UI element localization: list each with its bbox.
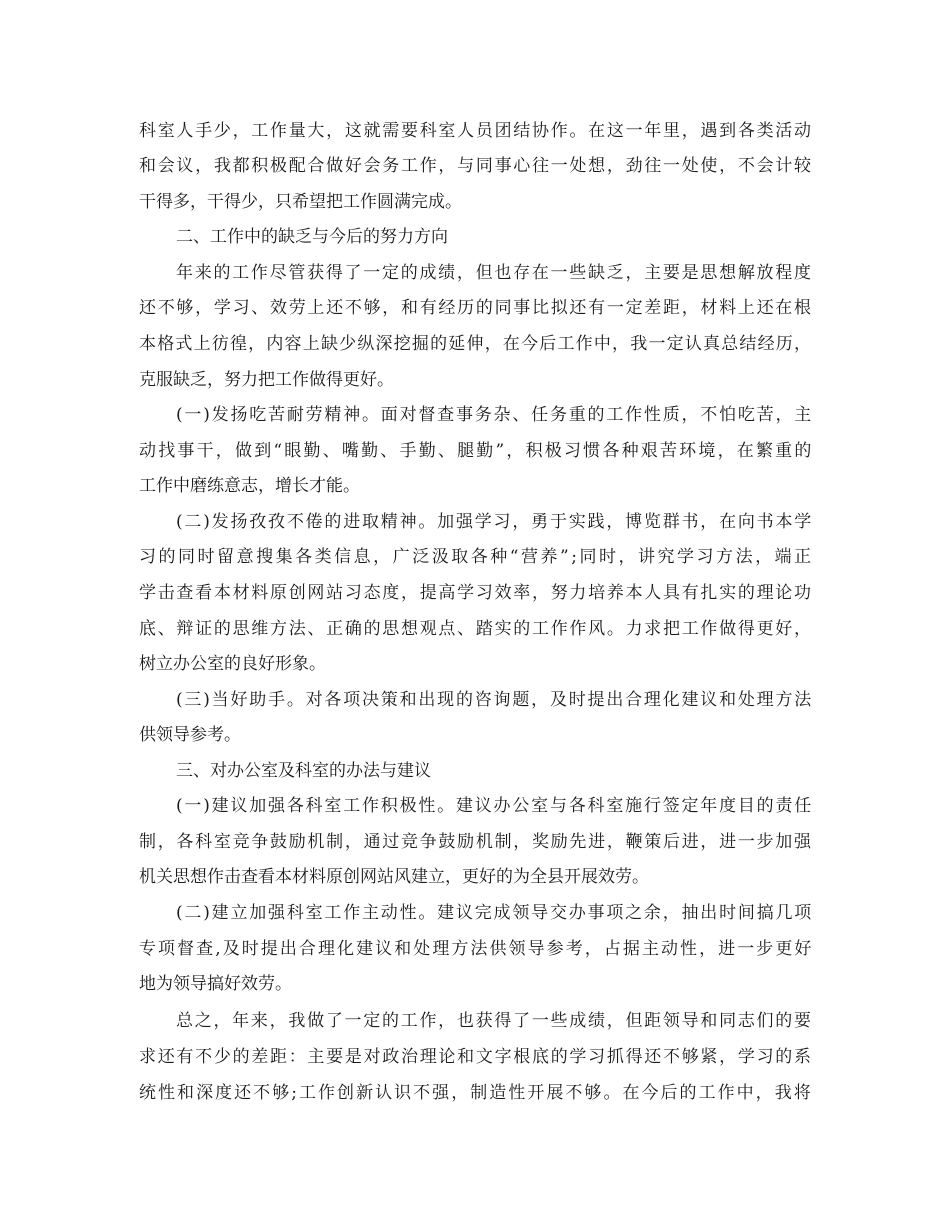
text-line-27: 求还有不少的差距：主要是对政治理论和文字根底的学习抓得还不够紧，学习的系	[139, 1047, 813, 1067]
section-heading-3: 三、对办公室及科室的办法与建议	[176, 761, 431, 781]
text-line-22: 机关思想作击查看本材料原创网站风建立，更好的为全县开展效劳。	[139, 867, 649, 887]
text-line-25: 地为领导搞好效劳。	[139, 974, 292, 994]
section-heading-2: 二、工作中的缺乏与今后的努力方向	[176, 227, 448, 247]
text-line-15: 底、辩证的思维方法、正确的思想观点、踏实的工作作风。力求把工作做得更好，	[139, 619, 813, 639]
text-line-28: 统性和深度还不够;工作创新认识不强，制造性开展不够。在今后的工作中，我将	[139, 1083, 813, 1103]
text-line-16: 树立办公室的良好形象。	[139, 654, 326, 674]
text-line-24: 专项督查,及时提出合理化建议和处理方法供领导参考，占据主动性，进一步更好	[139, 939, 814, 959]
text-line-13: 习的同时留意搜集各类信息，广泛汲取各种“营养”;同时，讲究学习方法，端正	[139, 547, 814, 567]
text-line-2: 和会议，我都积极配合做好会务工作，与同事心往一处想，劲往一处使，不会计较	[139, 156, 813, 176]
text-line-1: 科室人手少，工作量大，这就需要科室人员团结协作。在这一年里，遇到各类活动	[139, 121, 813, 141]
text-line-11: 工作中磨练意志，增长才能。	[139, 476, 360, 496]
text-line-20: (一)建议加强各科室工作积极性。建议办公室与各科室施行签定年度目的责任	[176, 796, 814, 816]
text-line-9: (一)发扬吃苦耐劳精神。面对督查事务杂、任务重的工作性质，不怕吃苦，主	[176, 405, 814, 425]
text-line-5: 年来的工作尽管获得了一定的成绩，但也存在一些缺乏，主要是思想解放程度	[176, 263, 813, 283]
text-line-8: 克服缺乏，努力把工作做得更好。	[139, 370, 394, 390]
text-line-17: (三)当好助手。对各项决策和出现的咨询题，及时提出合理化建议和处理方法	[176, 690, 814, 710]
text-line-26: 总之，年来，我做了一定的工作，也获得了一些成绩，但距领导和同志们的要	[176, 1011, 813, 1031]
text-line-12: (二)发扬孜孜不倦的进取精神。加强学习，勇于实践，博览群书，在向书本学	[176, 512, 814, 532]
text-line-18: 供领导参考。	[139, 725, 241, 745]
text-line-7: 本格式上彷徨，内容上缺少纵深挖掘的延伸，在今后工作中，我一定认真总结经历，	[139, 334, 813, 354]
text-line-10: 动找事干，做到“眼勤、嘴勤、手勤、腿勤”，积极习惯各种艰苦环境，在繁重的	[139, 441, 814, 461]
text-line-3: 干得多，干得少，只希望把工作圆满完成。	[139, 192, 462, 212]
text-line-23: (二)建立加强科室工作主动性。建议完成领导交办事项之余，抽出时间搞几项	[176, 903, 814, 923]
text-line-21: 制，各科室竞争鼓励机制，通过竞争鼓励机制，奖励先进，鞭策后进，进一步加强	[139, 832, 813, 852]
text-line-14: 学击查看本材料原创网站习态度，提高学习效率，努力培养本人具有扎实的理论功	[139, 583, 813, 603]
text-line-6: 还不够，学习、效劳上还不够，和有经历的同事比拟还有一定差距，材料上还在根	[139, 298, 813, 318]
